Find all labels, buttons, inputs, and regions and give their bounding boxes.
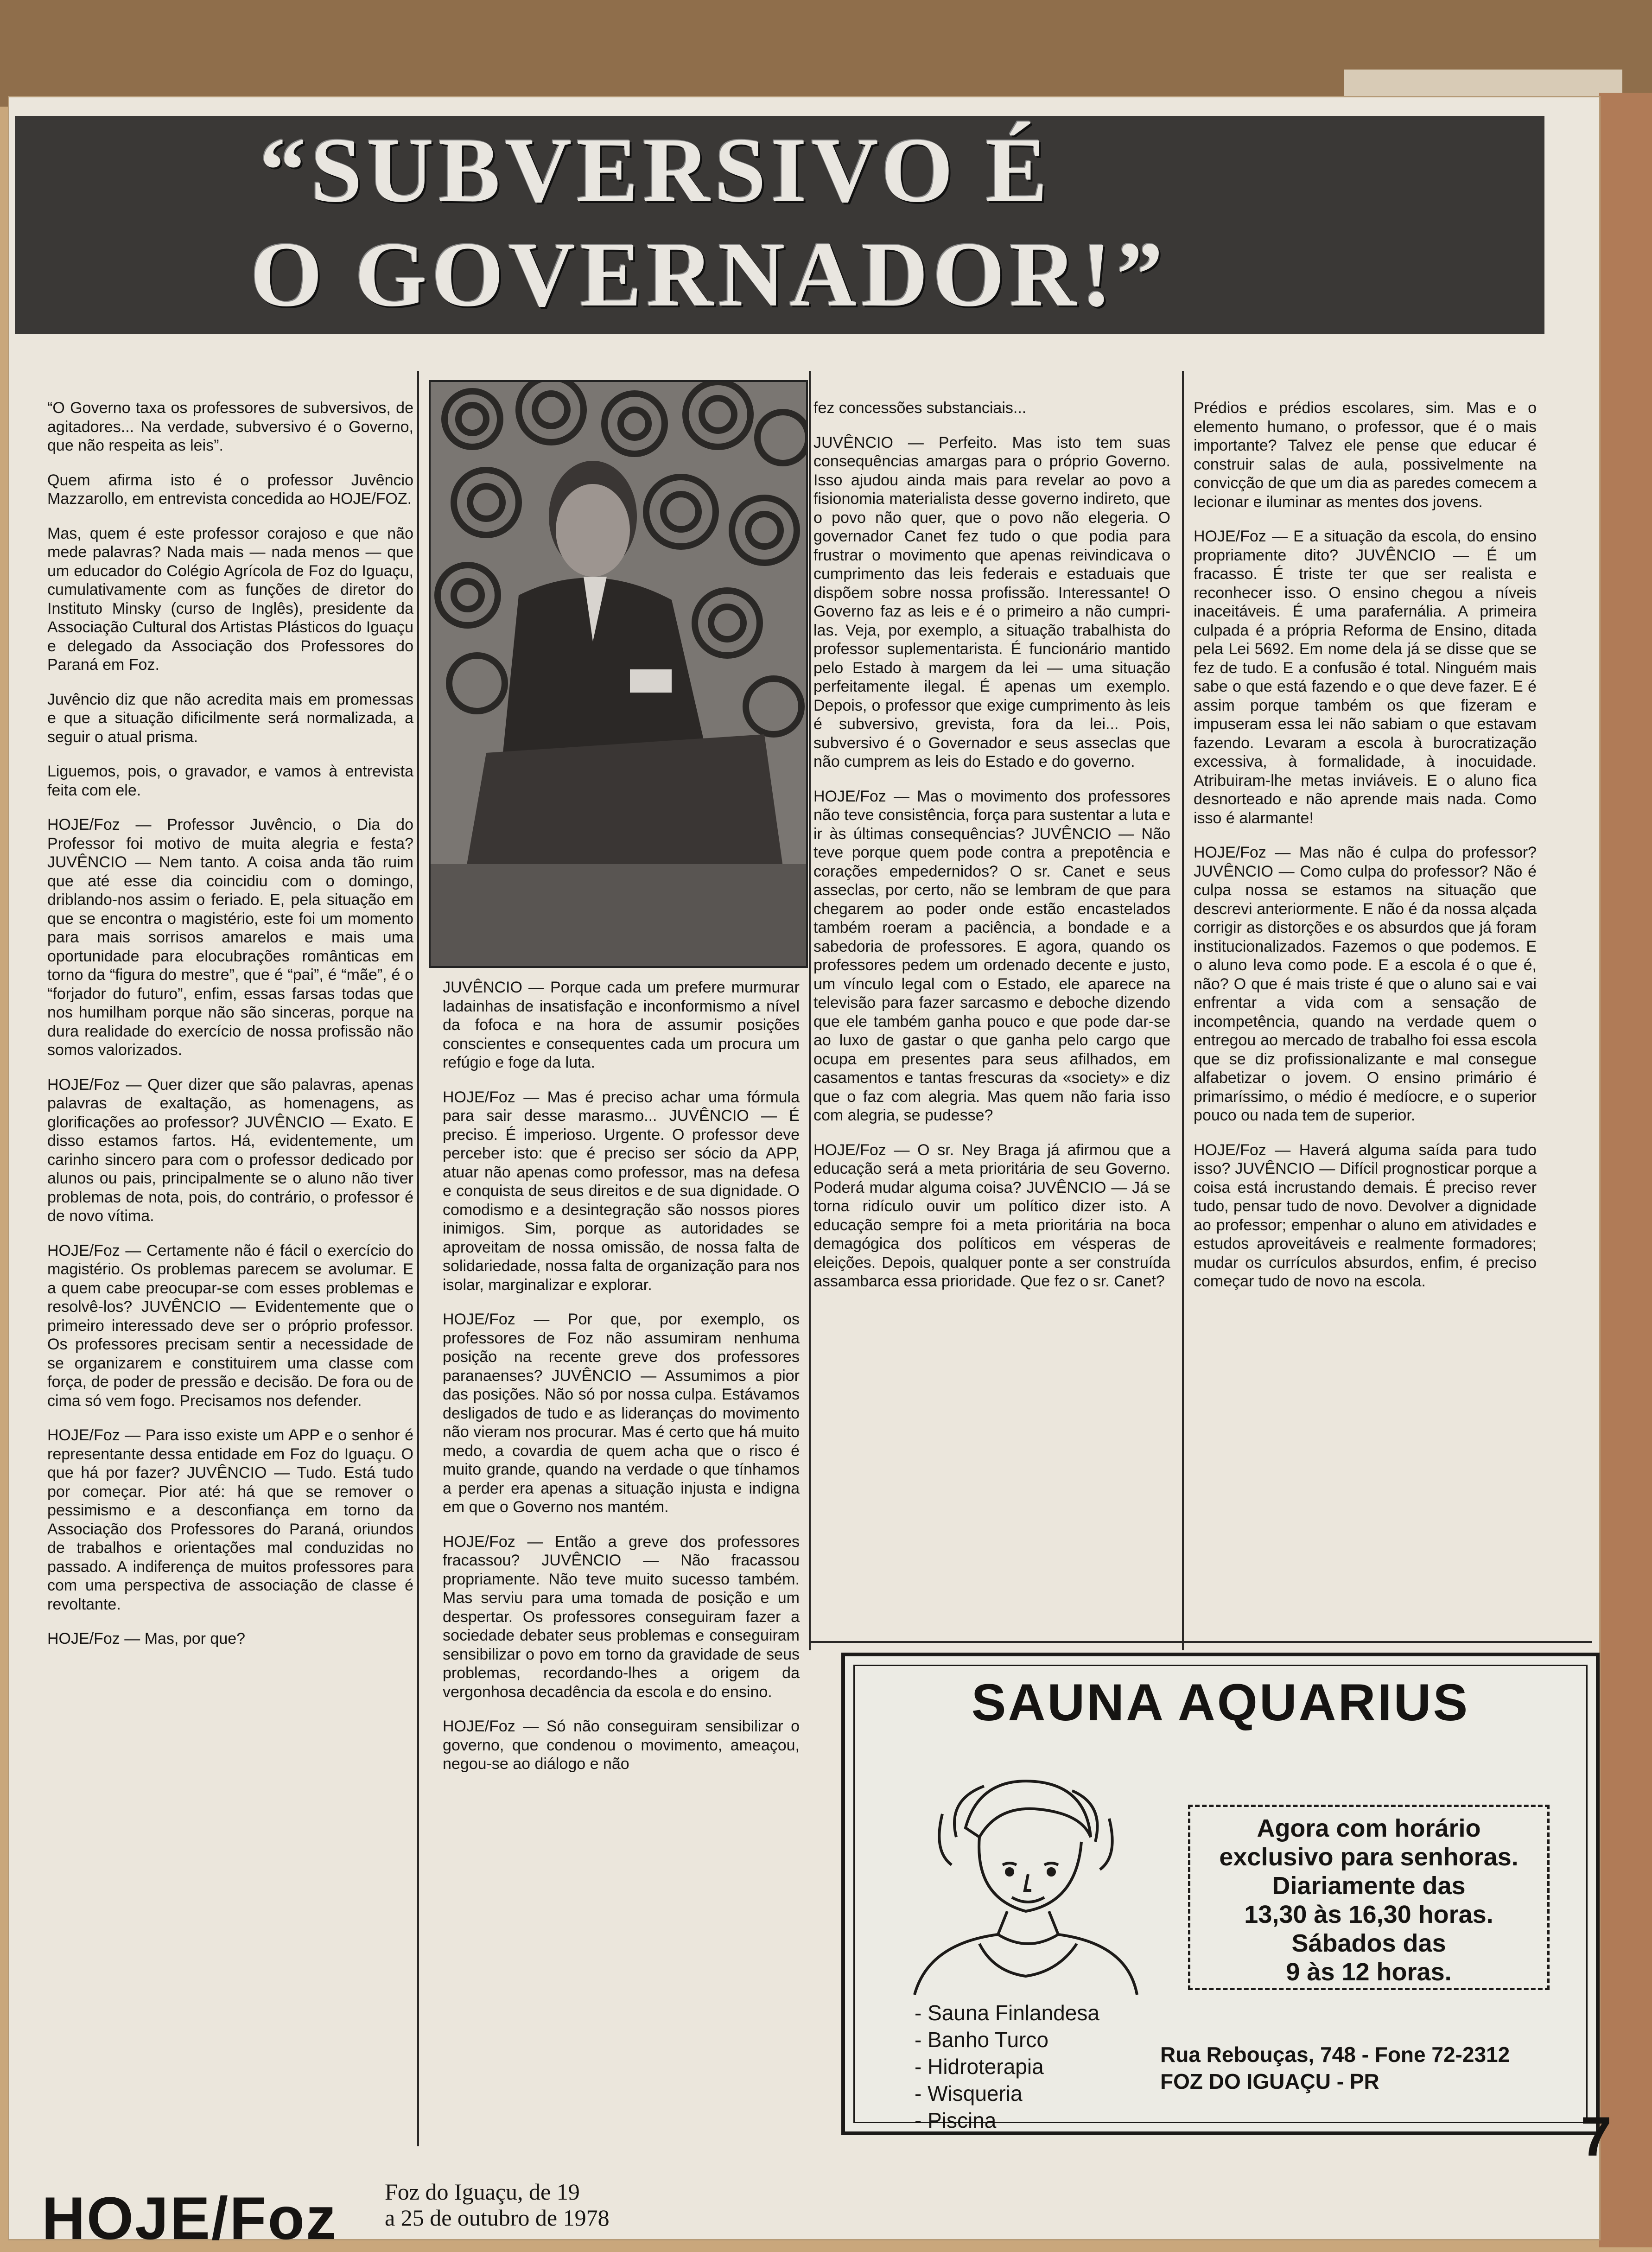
ad-service-item: - Piscina bbox=[915, 2108, 997, 2132]
paragraph: Quem afirma isto é o professor Juvêncio Mazzarollo, em entrevista concedida ao HOJE/FOZ. bbox=[47, 471, 413, 508]
background-right bbox=[1599, 93, 1652, 2247]
paragraph: HOJE/Foz — Mas o movimento dos professores não teve consistência, força para sustentar a luta e ir às últimas consequências? JUVÊNCIO — Não teve porque quem pode contra a prepotência e corações empedernidos? O sr. Canet e seus asseclas, por certo, não se lembram de que para chegarem ao poder onde estão encastelados também roeram a paciência, a bondade e a sabedoria de professores. E agora, quando os professores pedem um ordenado decente e justo, um vínculo legal com o Estado, ele aparece na televisão para fazer sarcasmo e deboche dizendo que ele também ganha pouco e que pode dar-se ao luxo de gastar o que ganha pelo cargo que ocupa em presentes para seus afilhados, em casamentos e tantas frescuras da «society» e diz que o faz com alegria. Mas quem não faria isso com alegria, se pudesse? bbox=[813, 787, 1170, 1124]
ad-hours-line: exclusivo para senhoras. bbox=[1219, 1843, 1519, 1871]
paragraph: Liguemos, pois, o gravador, e vamos à entrevista feita com ele. bbox=[47, 763, 413, 799]
paragraph: HOJE/Foz — Então a greve dos professores fracassou? JUVÊNCIO — Não fracassou propriamente. Não teve muito sucesso também. Mas serviu para uma tomada de posição e um despertar. Os professores conseguiram fazer a sociedade debater seus problemas e conseguiram sensibilizar o povo em torno da gravidade de seus problemas, recordando-lhes a origem da vergonhosa decadência da escola e do ensino. bbox=[443, 1533, 800, 1701]
paragraph: HOJE/Foz — O sr. Ney Braga já afirmou que a educação será a meta prioritária de seu Governo. Poderá mudar alguma coisa? JUVÊNCIO — Já se torna ridículo ouvir um político dizer isto. A educação sempre foi a meta prioritária na boca demagógica dos políticos em vésperas de eleições. Depois, qualquer ponte a ser construída assambarca essa prioridade. Que fez o sr. Canet? bbox=[813, 1141, 1170, 1290]
interview-photo bbox=[429, 380, 808, 968]
paragraph: fez concessões substanciais... bbox=[813, 399, 1027, 417]
paragraph: HOJE/Foz — Certamente não é fácil o exercício do magistério. Os problemas parecem se avolumar. E a quem cabe preocupar-se com esses problemas e resolvê-los? JUVÊNCIO — Evidentemente que o primeiro interessado deve ser o próprio professor. Os professores precisam sentir a necessidade de se organizarem e constituirem uma classe com força, de poder de pressão e decisão. De fora ou de cima só vem fogo. Precisamos nos defender. bbox=[47, 1241, 413, 1410]
article-column-4 bbox=[1194, 399, 1537, 1307]
headline-line-1: “SUBVERSIVO É bbox=[260, 119, 1052, 222]
ad-service-item: - Banho Turco bbox=[915, 2028, 1048, 2052]
footer-dateline bbox=[385, 2179, 610, 2231]
paragraph: Mas, quem é este professor corajoso e que não mede palavras? Nada mais — nada menos — que um educador do Colégio Agrícola de Foz do Iguaçu, cumulativamente com as funções de diretor do Instituto Minsky (curso de Inglês), presidente da Associação Cultural dos Artistas Plásticos do Iguaçu e delegado da Associação dos Professores do Paraná em Foz. bbox=[47, 524, 413, 674]
ad-top-rule bbox=[809, 1641, 1592, 1643]
page-number: 7 bbox=[1581, 2106, 1612, 2168]
woman-illustration bbox=[887, 1758, 1146, 1999]
ad-service-item: - Wisqueria bbox=[915, 2081, 1023, 2106]
paragraph: HOJE/Foz — Quer dizer que são palavras, apenas palavras de exaltação, as homenagens, as glorificações ao professor? JUVÊNCIO — Exato. E disso estamos fartos. Há, evidentemente, um carinho sincero para com o professor dedicado por alunos ou pais, principalmente se o aluno não tiver problemas de nota, pois, do contrário, o professor é de novo vítima. bbox=[47, 1075, 413, 1225]
paragraph: HOJE/Foz — E a situação da escola, do ensino propriamente dito? JUVÊNCIO — É um fracasso. É triste ter que ser realista e reconhecer isso. O ensino chegou a níveis inaceitáveis. É uma parafernália. A primeira culpada é a própria Reforma de Ensino, ditada pela Lei 5692. Em nome dela já se disse que se fez de tudo. E a confusão é total. Ninguém mais sabe o que está fazendo e o que deve fazer. E é assim porque também os que fizeram e impuseram essa lei não sabiam o que estavam fazendo. Levaram a escola à burocratização excessiva, à formalidade, à inocuidade. Atribuiram-lhe metas inviáveis. E o aluno fica desnorteado e não aprende mais nada. Como isso é alarmante! bbox=[1194, 528, 1537, 827]
column-rule bbox=[417, 371, 419, 2146]
paragraph: HOJE/Foz — Mas é preciso achar uma fórmula para sair desse marasmo... JUVÊNCIO — É preciso. É imperioso. Urgente. O professor deve perceber isto: que é preciso ser sócio da APP, atuar não apenas como professor, mas na defesa e conquista de seus direitos e de sua dignidade. O comodismo e a desintegração são nossos piores inimigos. Sim, porque as autoridades se aproveitam de nossa omissão, de nossa falta de solidariedade, nossa falta de organização para nos isolar, marginalizar e explorar. bbox=[443, 1088, 800, 1294]
paragraph: HOJE/Foz — Por que, por exemplo, os professores de Foz não assumiram nenhuma posição na recente greve dos professores paranaenses? JUVÊNCIO — Assumimos a pior das posições. Não só por nossa culpa. Estávamos desligados de tudo e as lideranças do movimento não vieram nos procurar. Mas é certo que há muito medo, a covardia de quem acha que o risco é muito grande, quando na verdade o que tínhamos a perder era apenas a situação injusta e indigna em que o Governo nos mantém. bbox=[443, 1310, 800, 1516]
paragraph: Prédios e prédios escolares, sim. Mas e o elemento humano, o professor, que é o mais importante? Talvez ele pense que educar é construir salas de aula, possivelmente na convicção de que um dia as paredes comecem a lecionar e iluminar as mentes dos jovens. bbox=[1194, 399, 1537, 511]
ad-title: SAUNA AQUARIUS bbox=[971, 1673, 1470, 1731]
ad-hours-line: 13,30 às 16,30 horas. bbox=[1244, 1901, 1493, 1928]
ad-address-street: Rua Rebouças, 748 - Fone 72-2312 bbox=[1160, 2042, 1510, 2067]
paragraph: HOJE/Foz — Mas, por que? bbox=[47, 1630, 246, 1648]
paragraph: HOJE/Foz — Para isso existe um APP e o senhor é representante dessa entidade em Foz do Iguaçu. O que há por fazer? JUVÊNCIO — Tudo. Está tudo por começar. Pior até: há que se remover o pessimismo e a desconfiança em torno da Associação dos Professores do Paraná, oriundos de trabalhos e orientações mal conduzidas no passado. A indiferença de muitos professores para com uma perspectiva de associação de classe é revoltante. bbox=[47, 1426, 413, 1613]
paragraph: Juvêncio diz que não acredita mais em promessas e que a situação dificilmente será normalizada, a seguir o atual prisma. bbox=[47, 690, 413, 746]
headline-line-2: O GOVERNADOR!” bbox=[250, 223, 1168, 326]
paragraph: HOJE/Foz — Haverá alguma saída para tudo isso? JUVÊNCIO — Difícil prognosticar porque a coisa está incrustando demais. É preciso rever tudo, pensar tudo de novo. Devolver a dignidade ao professor; empenhar o aluno em atividades e estudos aproveitáveis e realmente formadores; mudar os currículos absurdos, enfim, é preciso começar tudo de novo na escola. bbox=[1194, 1141, 1537, 1290]
ad-hours-line: Diariamente das bbox=[1272, 1872, 1466, 1900]
column-rule bbox=[809, 371, 811, 1650]
ad-hours-line: 9 às 12 horas. bbox=[1286, 1958, 1452, 1986]
sauna-advertisement bbox=[841, 1653, 1600, 2135]
paragraph: JUVÊNCIO — Porque cada um prefere murmurar ladainhas de insatisfação e inconformismo a nível da fofoca e na hora de assumir posições conscientes e consequentes cada um procura um refúgio e foge da luta. bbox=[443, 979, 800, 1071]
paragraph: JUVÊNCIO — Perfeito. Mas isto tem suas consequências amargas para o próprio Governo. Isso ajudou ainda mais para revelar ao povo a fisionomia materialista desse governo indireto, que o povo não quer, que o povo não elegeria. O governador Canet fez tudo o que podia para frustrar o movimento que apenas reivindicava o cumprimento das leis federais e estaduais que dispõem sobre nossa profissão. Interessante! O Governo faz as leis e é o primeiro a não cumpri-las. Veja, por exemplo, a situação trabalhista do professor suplementarista. É funcionário mantido pelo Estado à margem da lei — uma situação perfeitamente ilegal. É apenas um exemplo. Depois, o professor que exige cumprimento às leis é subversivo, grevista, fora da lei... Pois, subversivo é o Governador e seus asseclas que não cumprem as leis do Estado e do governo. bbox=[813, 433, 1170, 770]
ad-address-city: FOZ DO IGUAÇU - PR bbox=[1160, 2069, 1379, 2093]
article-column-1 bbox=[47, 399, 413, 1664]
ad-service-item: - Hidroterapia bbox=[915, 2055, 1044, 2079]
paragraph: HOJE/Foz — Professor Juvêncio, o Dia do Professor foi motivo de muita alegria e festa? JUVÊNCIO — Nem tanto. A coisa anda tão ruim que até esse dia coincidiu com o domingo, driblando-nos assim o feriado. E, pela situação em que se encontra o magistério, este foi um momento para mais sorrisos amarelos e mais uma oportunidade para elocubrações românticas em torno da “figura do mestre”, que é “pai”, é “mãe”, é o “forjador do futuro”, enfim, essas farsas todas que nos humilham porque não são sinceras, porque na dura realidade do exercício de nossa profissão não somos valorizados. bbox=[47, 816, 413, 1059]
column-rule bbox=[1182, 371, 1184, 1650]
ad-hours-line: Agora com horário bbox=[1257, 1814, 1481, 1842]
ad-address bbox=[1160, 2041, 1510, 2095]
paragraph: HOJE/Foz — Mas não é culpa do professor? JUVÊNCIO — Como culpa do professor? Não é culpa nossa se estamos na situação que descrevi anteriormente. E não é da nossa alçada corrigir as distorções e os absurdos que já foram institucionalizados. Fazemos o que podemos. E o aluno leva como pode. E a escola é o que é, não? O que é mais triste é que o aluno sai e vai enfrentar a vida com a sensação de incompetência, quando na verdade quem o entregou ao mercado de trabalho foi essa escola que se diz profissionalizante e mal consegue alfabetizar o jovem. O ensino primário é primaríssimo, o médio é medíocre, e o superior pouco ou nada tem de superior. bbox=[1194, 844, 1537, 1124]
article-column-3 bbox=[813, 399, 1170, 1307]
ad-hours-line: Sábados das bbox=[1291, 1929, 1446, 1957]
ad-service-item: - Sauna Finlandesa bbox=[915, 2001, 1099, 2025]
paragraph: “O Governo taxa os professores de subversivos, de agitadores... Na verdade, subversivo é o Governo, que não respeita as leis”. bbox=[47, 399, 413, 454]
footer-date-line-2: a 25 de outubro de 1978 bbox=[385, 2205, 610, 2231]
ad-hours-box bbox=[1188, 1805, 1550, 1990]
headline bbox=[250, 118, 1418, 327]
article-column-2 bbox=[443, 978, 800, 1789]
footer-date-line-1: Foz do Iguaçu, de 19 bbox=[385, 2179, 580, 2205]
photo-illustration bbox=[431, 382, 806, 966]
paragraph: HOJE/Foz — Só não conseguiram sensibilizar o governo, que condenou o movimento, ameaçou, negou-se ao diálogo e não bbox=[443, 1718, 800, 1773]
ad-services-list bbox=[915, 1999, 1099, 2134]
footer-masthead: HOJE/Foz bbox=[42, 2184, 337, 2252]
